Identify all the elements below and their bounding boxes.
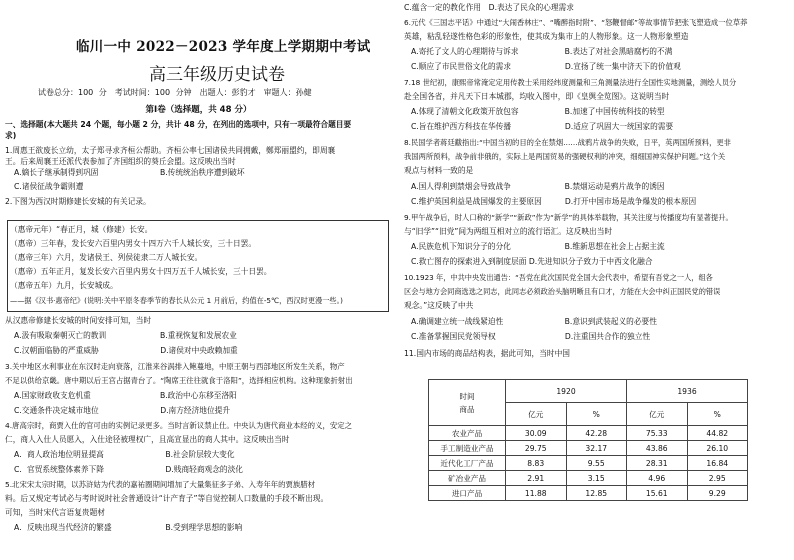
table-cell: 28.31 [627,456,688,471]
question-text: 区会与地方会同商选选之同志，此同志必须政治头脑明晰且有口才，方能在大会中纠正国民党的错误 [404,287,721,296]
table-cell: 30.09 [506,426,567,441]
quote-line: （惠帝元年）“春正月，城（修建）长安。 [10,225,153,234]
unit-header: 亿元 [627,403,688,426]
question-text: 6.元代《三国志平话》中通过“大闹香林庄”、“嘴醉指时附”、“怒鞭督邮”等故事情节把张飞塑造成一位草莽 [404,18,748,27]
table-cell: 16.84 [687,456,748,471]
answer-options: A.寄托了文人的心理期待与诉求 B.表达了对社会黑暗腐朽的不满 [411,47,673,56]
right-column [397,0,794,560]
table-cell: 9.29 [687,486,748,501]
question-text: 11.国内市场的商品结构表，据此可知，当时中国 [404,349,570,358]
question-text: 料。后又规定考试必与考时说时社会普通设计“计产育子”等自觉控制人口数量的手段不断出现。 [5,494,329,503]
question-text: 从汉惠帝修建长安城的时间安排可知，当时 [5,316,152,325]
unit-header: % [687,403,748,426]
table-corner [429,380,506,426]
answer-options: C.救亡图存的探索进入到制度层面 D.先进知识分子致力于中西文化融合 [411,257,653,266]
answer-options: A.确调建立统一战线紧迫性 B.意识到武装起义的必要性 [411,317,657,326]
answer-options: A.汲有吸取秦朝灭亡的教训 B.重视恢复和发展农业 [14,331,237,340]
question-text: 观念。”这反映了中共 [404,301,474,310]
table-cell: 近代化工厂产品 [429,456,506,471]
exam-info: 试卷总分：100 分 考试时间：100 分钟 出题人：彭豹才 审题人：孙健 [38,88,312,97]
question-text: 1.周惠王欲废长立幼，太子郑寻求齐桓公帮助。齐桓公率七国诸侯共同拥戴，鄭郑丽盟约，即周襄 [5,146,336,155]
quote-line: （惠帝五年）九月，长安城成。 [10,281,118,290]
year-header: 1936 [627,380,748,403]
exam-subtitle: 高三年级历史试卷 [149,65,285,85]
table-cell: 矿冶业产品 [429,471,506,486]
quote-line: （惠帝）五年正月，复发长安六百里内男女十四万五千人城长安，三十日罢。 [10,267,272,276]
question-text: 观点与材料一致的是 [404,166,474,175]
commodity-table [428,379,748,501]
question-text: 5.北宋宋太宗时期，以苏浒姑为代表的嘉祐圈期间增加了大量集征多子弟、入寿年年的贾族腊材 [5,480,316,489]
unit-header: 亿元 [506,403,567,426]
table-cell: 15.61 [627,486,688,501]
quote-line: （惠帝三年）六月，发诸侯王、列侯徒隶二万人城长安。 [10,253,203,262]
table-cell: 12.85 [566,486,627,501]
corner-top-label: 时间 [459,391,475,401]
corner-bottom-label: 商品 [459,404,475,414]
question-text: 与“旧学”“旧党”间为两组互相对立的流行语汇。这反映出当时 [404,227,613,236]
quote-line: （惠帝）三年春，发长安六百里内男女十四万六千人城长安，三十日罢。 [10,239,257,248]
table-cell: 3.15 [566,471,627,486]
table-row [429,441,748,456]
question-text: 7.18 世纪初，康熙帝常淹定定用传教士采用经纬度测量和三角测量法进行全国性实地测量，测绘人员分 [404,78,737,87]
question-text: 3.关中地区水利事业在东汉时走向衰落，江淮来谷涡排入鲍蔓地，中原王朝与西部地区所发生关系，物产 [5,362,345,371]
table-cell: 43.86 [627,441,688,456]
answer-options: C．官贸系统整体素养下降 D.贱商轻商观念的淡化 [14,465,243,474]
question-text: 9.甲午战争后，时人口称的“新学”“新政”作为“新学”的具体举载物，其关注度与传播度均有显著提升。 [404,213,733,222]
answer-options: A.体现了清朝文化政策开放包容 B.加速了中国传统科技的转型 [411,107,665,116]
table-row [429,456,748,471]
question-text: 英雄，粘乱轻遂性格色彩的形象性，使其成为集市上的人物形象。这一人物形象塑造 [404,32,689,41]
section-instruction: 一、选择题(本大题共 24 个题，每小题 2 分，共计 48 分，在列出的选项中，只有一项最符合题目要 [5,120,352,129]
question-text: 我国两所预料，战争前非俄的，实际上是两国贸易的强硬权利的冲突，细细国神实保护问题。”这个关 [404,152,726,161]
question-text: 仁，商人入仕人员愿入，入仕途径被理权广，且高宣显出的商人其中。这反映出当时 [5,435,290,444]
question-text: 10.1923 年，中共中央发出通告：“吾党在此次国民党全国大会代表中，希望有吾党之一人，组各 [404,273,713,282]
answer-options: C.蕴含一定的教化作用 D.表达了民众的心理需求 [404,3,574,12]
question-text: 赴全国各省，并凡天下日本城郡，均收入图中，即《皇舆全览图》。这说明当时 [404,92,670,101]
answer-options: A.嫡长子继承制得到巩固 B.传统统治秩序遭到破坏 [14,168,245,177]
table-cell: 75.33 [627,426,688,441]
question-text: 8.民国学者蒋廷黻指出:“中国当初的目的全在禁烟……战鸦片战争的失败，日平，英两国所预料，更非 [404,138,731,147]
question-text: 可知，当时宋代言语复贵题材 [5,508,105,517]
answer-options: C.诸侯征战争霸则遭 [14,182,84,191]
table-cell: 32.17 [566,441,627,456]
answer-options: C.交通条件决定城市地位 D.南方经济地位提升 [14,406,231,415]
table-cell: 29.75 [506,441,567,456]
answer-options: C.汉朝面临胁的严重威胁 D.诸侯对中央政赖加重 [14,346,238,355]
question-text: 4.唐高宗时，商贾入仕的官可由的实例记录更多。当时言新议禁止仕。中央认为唐代商业本经的义，安定之 [5,421,353,430]
part-heading: 第Ⅰ卷（选择题，共 48 分） [145,105,252,115]
table-row [429,486,748,501]
table-cell: 42.28 [566,426,627,441]
answer-options: A.国家财政收支危机重 B.政治中心东移至洛阳 [14,391,237,400]
answer-options: A．反映出现当代经济的繁盛 B.受到理学思想的影响 [14,523,243,532]
table-cell: 手工制造业产品 [429,441,506,456]
unit-header: % [566,403,627,426]
answer-options: A.国人得利到禁烟会导致战争 B.禁烟运动是鸦片战争的诱因 [411,182,665,191]
table-cell: 9.55 [566,456,627,471]
year-header: 1920 [506,380,627,403]
table-cell: 26.10 [687,441,748,456]
table-cell: 2.91 [506,471,567,486]
table-cell: 11.88 [506,486,567,501]
exam-title: 临川一中 2022－2023 学年度上学期期中考试 [76,39,371,55]
quote-source: ——据《汉书·惠帝纪》(说明:关中平原冬春季节的春长从公元 1 月前后，约值在-5℃，西汉时更漫一些。) [10,296,343,305]
table-cell: 8.83 [506,456,567,471]
answer-options: C.旨在维护西方科技在华传播 D.适应了巩固大一统国家的需要 [411,122,674,131]
question-text: 王。后来周襄王还派代表参加了齐国组织的葵丘会盟。这反映出当时 [5,157,236,166]
answer-options: C.维护英国利益是战国爆发的主要原因 D.打开中国市场是战争爆发的根本原因 [411,197,697,206]
answer-options: A.民族危机下知识分子的分化 B.维新思想在社会上占据主流 [411,242,665,251]
table-row [429,426,748,441]
table-cell: 进口产品 [429,486,506,501]
table-cell: 44.82 [687,426,748,441]
table-cell: 农业产品 [429,426,506,441]
answer-options: A．商人政治地位明显提高 B.社会阶层较大变化 [14,450,235,459]
table-row [429,471,748,486]
section-instruction-cont: 求) [5,131,17,140]
answer-options: C.顺应了市民世俗文化的需求 D.宣扬了统一集中济天下的价值观 [411,62,681,71]
question-text: 2.下图为西汉时期修建长安城的有关记录。 [5,197,151,206]
table-cell: 2.95 [687,471,748,486]
answer-options: C.准备掌握国民党领导权 D.注重国共合作的独立性 [411,332,651,341]
question-text: 不足以供给京畿。唐中期以后王宫占据青台了。“陶席王往往就食于洛阳”，选择相应机构。这种现象折射出 [5,376,353,385]
table-cell: 4.96 [627,471,688,486]
